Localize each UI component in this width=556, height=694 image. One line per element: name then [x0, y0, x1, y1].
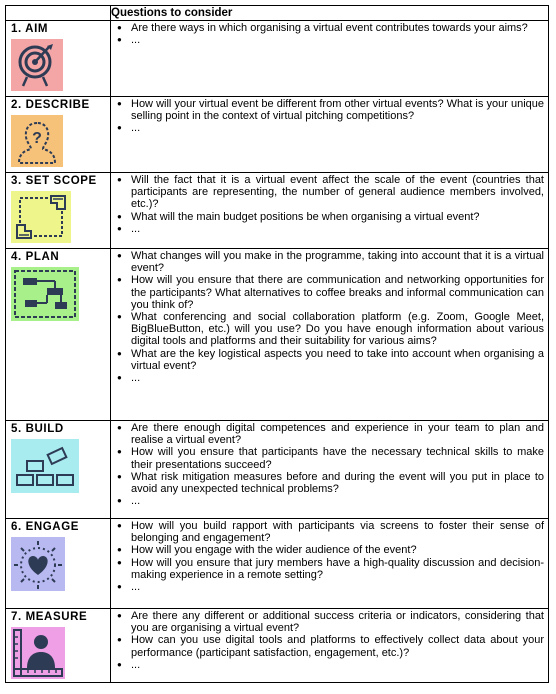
question-list — [117, 174, 544, 235]
question-item: ● How can you use digital tools and platforms to effectively collect data about your performance (participant satisfaction, engagement, etc.)? — [117, 634, 544, 658]
question-item: ● What changes will you make in the programme, taking into account that it is a virtual event? — [117, 250, 544, 274]
question-item: ● What will the main budget positions be when organising a virtual event? — [117, 211, 544, 223]
target-icon — [11, 39, 63, 91]
question-item: ● ... — [117, 495, 544, 507]
step-label-cell — [6, 173, 111, 249]
question-list — [117, 250, 544, 384]
step-questions-cell — [111, 21, 549, 97]
question-list — [117, 422, 544, 507]
step-questions-cell — [111, 421, 549, 519]
step-label-cell — [6, 609, 111, 683]
step-questions-cell — [111, 519, 549, 609]
question-list — [117, 22, 544, 46]
step-row-aim — [6, 21, 549, 97]
step-label-cell — [6, 21, 111, 97]
question-item: ● How will you ensure that participants have the necessary technical skills to make their presentations succeed? — [117, 446, 544, 470]
step-title: 1. AIM — [11, 23, 49, 35]
question-list — [117, 610, 544, 671]
question-item: ● ... — [117, 223, 544, 235]
question-item: ● ... — [117, 122, 544, 134]
step-questions-cell — [111, 609, 549, 683]
step-row-set-scope — [6, 173, 549, 249]
step-title: 5. BUILD — [11, 423, 64, 435]
step-row-measure — [6, 609, 549, 683]
question-item: ● How will you ensure that jury members have a high-quality discussion and decision-making experience in a remote setting? — [117, 557, 544, 581]
person-ruler-icon — [11, 627, 65, 679]
step-title: 7. MEASURE — [11, 611, 88, 623]
step-title: 3. SET SCOPE — [11, 175, 97, 187]
bricks-icon — [11, 439, 79, 493]
question-item: ● What risk mitigation measures before and during the event will you put in place to avoid any unexpected technical problems? — [117, 471, 544, 495]
header-row — [6, 6, 549, 21]
question-item: ● ... — [117, 659, 544, 671]
question-item: ● How will you ensure that there are communication and networking opportunities for the participants? What alternatives to coffee breaks and informal communication can you think of? — [117, 274, 544, 311]
step-title: 4. PLAN — [11, 251, 60, 263]
step-row-engage — [6, 519, 549, 609]
question-item: ● What conferencing and social collaboration platform (e.g. Zoom, Google Meet, BigBlueButton, etc.) will you use? Do you have enough information about various digital tools and platforms and their suitability for various aims? — [117, 311, 544, 348]
step-row-plan — [6, 249, 549, 421]
question-item: ● How will your virtual event be different from other virtual events? What is your unique selling point in the context of virtual pitching competitions? — [117, 98, 544, 122]
question-list — [117, 520, 544, 593]
step-label-cell — [6, 421, 111, 519]
step-label-cell — [6, 519, 111, 609]
step-title: 2. DESCRIBE — [11, 99, 90, 111]
step-label-cell — [6, 97, 111, 173]
step-title: 6. ENGAGE — [11, 521, 80, 533]
frame-hands-icon — [11, 191, 71, 243]
question-item: ● ... — [117, 581, 544, 593]
question-item: ● Are there ways in which organising a virtual event contributes towards your aims? — [117, 22, 544, 34]
heart-icon — [11, 537, 65, 591]
questions-table — [5, 5, 549, 683]
question-item: ● How will you build rapport with participants via screens to foster their sense of belonging and engagement? — [117, 520, 544, 544]
question-item: ● Are there any different or additional success criteria or indicators, considering that you are organising a virtual event? — [117, 610, 544, 634]
step-questions-cell — [111, 97, 549, 173]
header-title: Questions to consider — [111, 6, 549, 21]
question-item: ● How will you engage with the wider audience of the event? — [117, 544, 544, 556]
flowchart-icon — [11, 267, 79, 321]
svg-text:?: ? — [32, 130, 42, 147]
step-row-build — [6, 421, 549, 519]
question-item: ● ... — [117, 372, 544, 384]
question-item: ● Are there enough digital competences and experience in your team to plan and realise a virtual event? — [117, 422, 544, 446]
step-row-describe — [6, 97, 549, 173]
question-item: ● What are the key logistical aspects you need to take into account when organising a virtual event? — [117, 348, 544, 372]
header-empty-cell — [6, 6, 111, 21]
question-item: ● ... — [117, 34, 544, 46]
step-questions-cell — [111, 173, 549, 249]
question-list — [117, 98, 544, 135]
step-label-cell — [6, 249, 111, 421]
question-person-icon — [11, 115, 63, 167]
question-item: ● Will the fact that it is a virtual event affect the scale of the event (countries that participants are representing, the number of general audience members involved, etc.)? — [117, 174, 544, 211]
step-questions-cell — [111, 249, 549, 421]
